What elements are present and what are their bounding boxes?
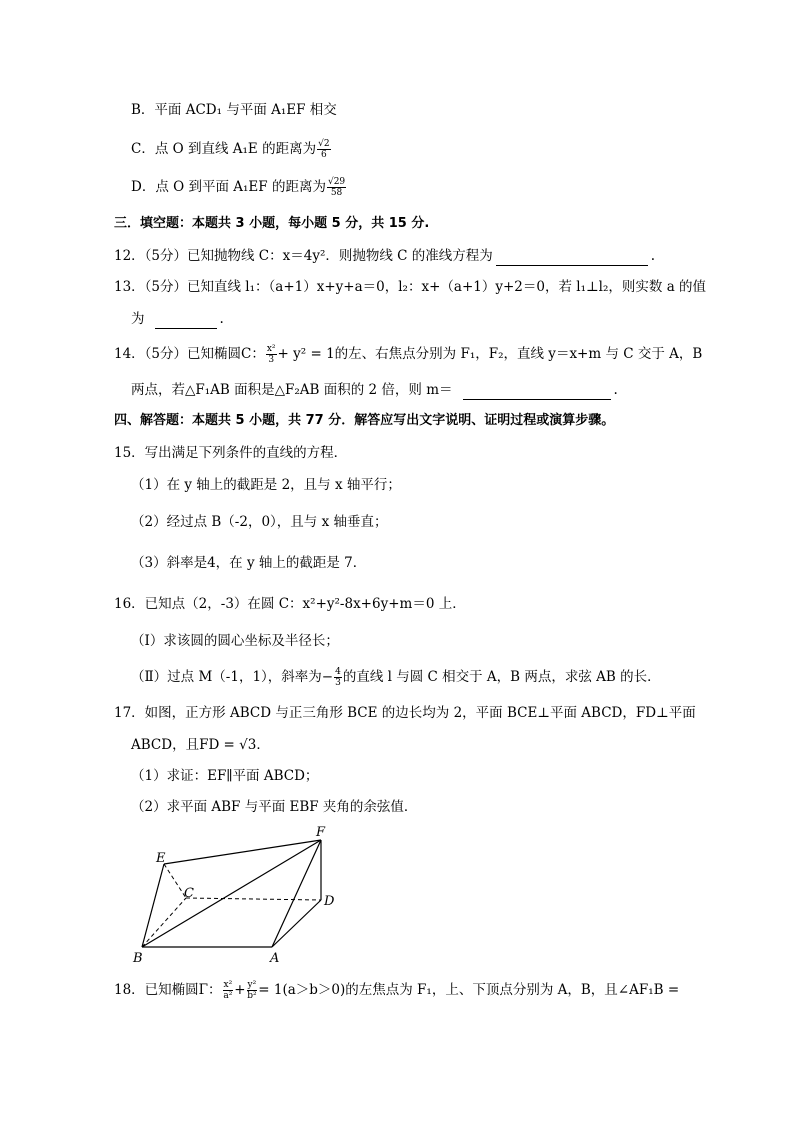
question-15-part2: （2）经过点 B（-2，0），且与 x 轴垂直； bbox=[131, 514, 388, 530]
option-d-fraction bbox=[327, 177, 346, 198]
option-d-numerator: √29 bbox=[327, 177, 346, 187]
q16-fraction bbox=[334, 667, 342, 688]
question-18-line1 bbox=[114, 980, 679, 1001]
q18-text-cont: = 1(a＞b＞0)的左焦点为 F₁，上、下顶点分别为 A，B，且∠AF₁B = bbox=[258, 982, 680, 998]
question-17-line2: ABCD，且FD = √3． bbox=[131, 737, 270, 753]
q18-text: 18．已知椭圆Γ： bbox=[114, 982, 222, 998]
q18-fraction-x-den: a² bbox=[223, 991, 233, 1001]
option-c-text: C．点 O 到直线 A₁E 的距离为 bbox=[131, 141, 317, 157]
geometry-figure bbox=[128, 822, 348, 972]
question-17-part2: （2）求平面 ABF 与平面 EBF 夹角的余弦值． bbox=[131, 799, 418, 815]
q14-numerator: x² bbox=[266, 344, 276, 354]
question-16-part2 bbox=[131, 667, 661, 688]
hidden-edge-c-d bbox=[186, 898, 321, 900]
question-14-line2 bbox=[131, 380, 618, 400]
q18-fraction-y-den: b² bbox=[247, 991, 257, 1001]
q16-part2-text: （Ⅱ）过点 M（-1，1），斜率为− bbox=[131, 669, 334, 685]
label-f: F bbox=[316, 825, 326, 840]
q13-end: . bbox=[219, 311, 224, 327]
question-13-line2 bbox=[131, 309, 224, 329]
label-d: D bbox=[324, 894, 335, 909]
edge-f-a bbox=[272, 840, 321, 947]
q18-fraction-x-num: x² bbox=[223, 980, 233, 990]
option-c-numerator: √2 bbox=[318, 139, 330, 149]
question-15-part1: （1）在 y 轴上的截距是 2，且与 x 轴平行； bbox=[131, 477, 401, 493]
q16-numerator: 4 bbox=[335, 667, 341, 677]
section3-heading: 三．填空题：本题共 3 小题，每小题 5 分，共 15 分. bbox=[114, 216, 430, 231]
question-16-part1: （Ⅰ）求该圆的圆心坐标及半径长； bbox=[131, 633, 339, 649]
question-12 bbox=[114, 246, 655, 266]
option-c-fraction bbox=[317, 139, 330, 160]
question-13-line1: 13．（5分）已知直线 l₁：（a+1）x+y+a＝0，l₂：x+（a+1）y+2＝0，若 l₁⊥l₂，则实数 a 的值 bbox=[114, 279, 707, 295]
option-d-text: D．点 O 到平面 A₁EF 的距离为 bbox=[131, 179, 326, 195]
option-d bbox=[131, 177, 347, 198]
q14-line2-text: 两点，若△F₁AB 面积是△F₂AB 面积的 2 倍，则 m＝ bbox=[131, 382, 453, 398]
q12-end: . bbox=[650, 248, 656, 264]
edge-b-f bbox=[142, 840, 321, 947]
q16-denominator: 3 bbox=[335, 678, 341, 688]
label-b: B bbox=[133, 951, 143, 966]
option-c bbox=[131, 139, 332, 160]
label-c: C bbox=[184, 886, 194, 901]
q14-text-cont: + y² = 1的左、右焦点分别为 F₁，F₂，直线 y＝x+m 与 C 交于 A，B bbox=[277, 346, 703, 362]
option-d-denominator: 58 bbox=[330, 188, 343, 198]
option-b: B．平面 ACD₁ 与平面 A₁EF 相交 bbox=[131, 102, 337, 118]
option-c-denominator: 6 bbox=[320, 150, 327, 160]
q18-fraction-y-num: y² bbox=[247, 980, 257, 990]
hidden-edge-e-c bbox=[164, 864, 186, 898]
question-15-part3: （3）斜率是4，在 y 轴上的截距是 7． bbox=[131, 555, 367, 571]
q14-answer-blank bbox=[463, 385, 611, 400]
q14-end: . bbox=[613, 382, 618, 398]
section4-heading: 四、解答题：本题共 5 小题，共 77 分．解答应写出文字说明、证明过程或演算步骤。 bbox=[114, 413, 615, 428]
q18-fraction-x bbox=[223, 980, 234, 1001]
q13-answer-blank bbox=[155, 314, 217, 329]
q18-plus: + bbox=[234, 982, 246, 998]
label-a: A bbox=[270, 951, 280, 966]
edge-a-d bbox=[272, 900, 321, 947]
label-e: E bbox=[156, 851, 166, 866]
q16-part2-cont: 的直线 l 与圆 C 相交于 A，B 两点，求弦 AB 的长． bbox=[342, 669, 661, 685]
question-16-stem: 16．已知点（2，-3）在圆 C：x²+y²-8x+6y+m＝0 上． bbox=[114, 596, 466, 612]
q14-text: 14．（5分）已知椭圆C： bbox=[114, 346, 265, 362]
q13-wei: 为 bbox=[131, 311, 145, 327]
q12-answer-blank bbox=[496, 251, 648, 266]
q14-denominator: 3 bbox=[268, 355, 275, 365]
question-14-line1 bbox=[114, 344, 702, 365]
q14-fraction bbox=[266, 344, 277, 365]
q12-text: 12．（5分）已知抛物线 C：x＝4y²．则抛物线 C 的准线方程为 bbox=[114, 248, 493, 264]
question-17-part1: （1）求证：EF∥平面 ABCD； bbox=[131, 768, 319, 784]
question-15-stem: 15．写出满足下列条件的直线的方程． bbox=[114, 445, 348, 461]
question-17-line1: 17．如图，正方形 ABCD 与正三角形 BCE 的边长均为 2，平面 BCE⊥平面 ABCD，FD⊥平面 bbox=[114, 705, 696, 721]
edge-e-f bbox=[164, 840, 321, 864]
q18-fraction-y bbox=[247, 980, 258, 1001]
